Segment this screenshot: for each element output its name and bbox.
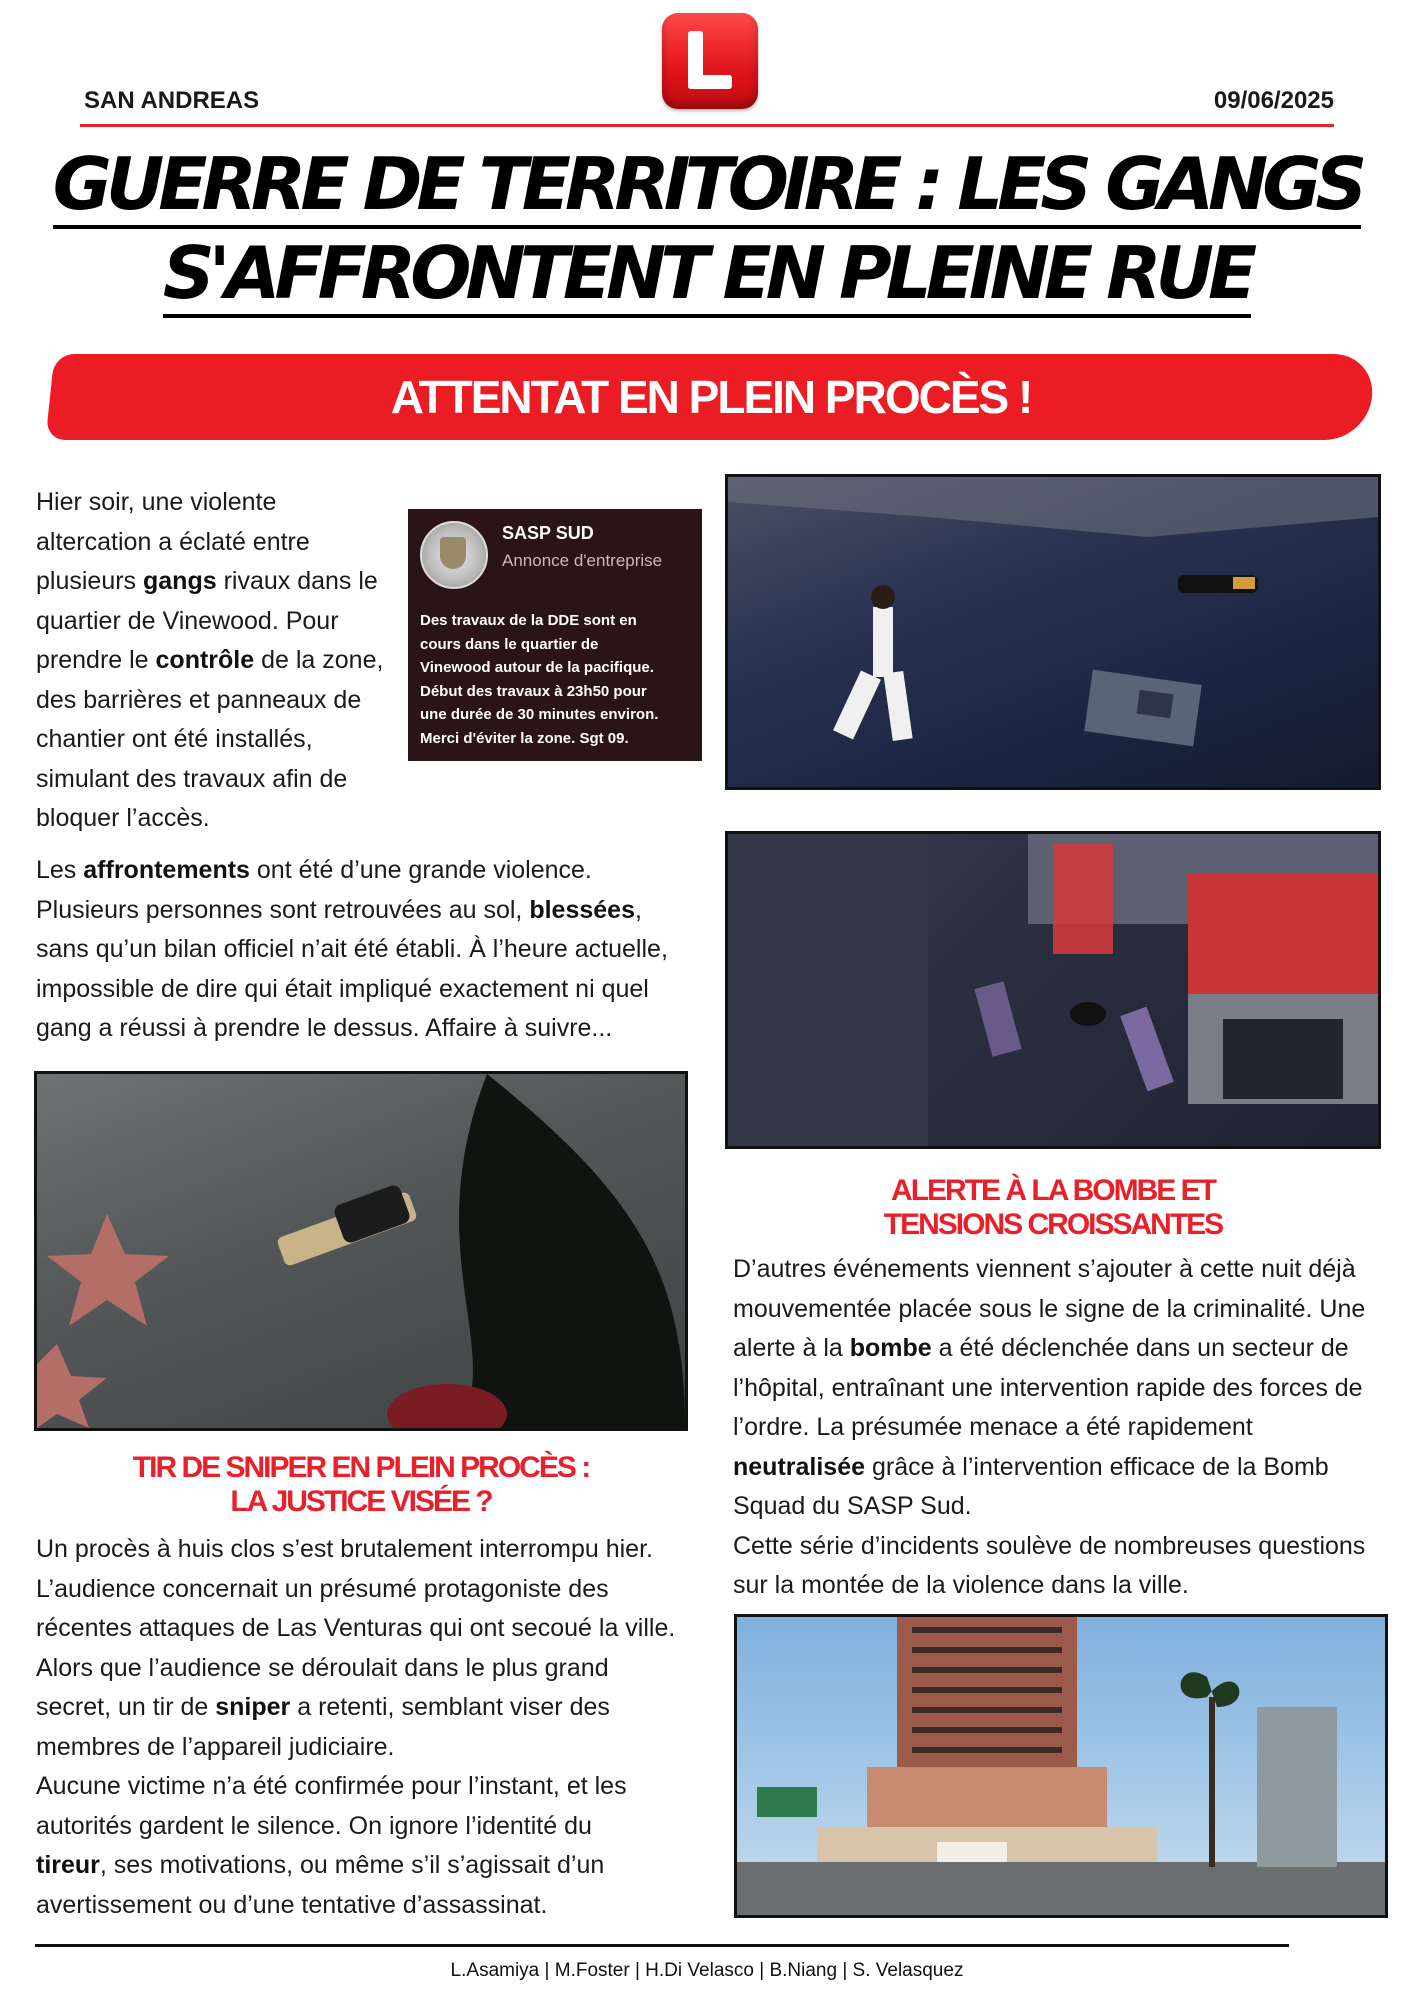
text-line: gang a réussi à prendre le dessus. Affaire à suivre... xyxy=(36,1014,613,1042)
text-line: quartier de Vinewood. Pour xyxy=(36,606,339,635)
text-line: chantier ont été installés, xyxy=(36,725,313,753)
text-line: prendre le contrôle de la zone, xyxy=(36,646,384,674)
clashes-paragraph xyxy=(36,851,688,1049)
text-line: Squad du SASP Sud. xyxy=(733,1492,972,1520)
sasp-notification xyxy=(408,509,702,761)
photo-walk-of-fame-victim xyxy=(34,1071,688,1431)
author-credits: L.Asamiya | M.Foster | H.Di Velasco | B.Niang | S. Velasquez xyxy=(450,1960,964,1981)
text-line: tireur, ses motivations, ou même s’il s’agissait d’un xyxy=(36,1851,605,1879)
text-line: Hier soir, une violente xyxy=(36,488,277,516)
text-line: D’autres événements viennent s’ajouter à cette nuit déjà xyxy=(733,1255,1356,1283)
bomb-paragraph xyxy=(733,1250,1381,1606)
text-line: sans qu’un bilan officiel n’ait été établi. À l’heure actuelle, xyxy=(36,935,668,963)
text-line: Alors que l’audience se déroulait dans le plus grand xyxy=(36,1653,609,1682)
text-line: simulant des travaux afin de xyxy=(36,764,348,793)
text-line: secret, un tir de sniper a retenti, semblant viser des xyxy=(36,1693,610,1721)
notification-title: SASP SUD xyxy=(502,523,594,543)
subtitle-banner: ATTENTAT EN PLEIN PROCÈS ! xyxy=(390,371,1032,423)
text-line: récentes attaques de Las Venturas qui ont secoué la ville. xyxy=(36,1614,676,1642)
text-line: plusieurs gangs rivaux dans le xyxy=(36,567,378,595)
footer-divider xyxy=(35,1944,1289,1947)
notification-body: Des travaux de la DDE sont en cours dans le quartier de Vinewood autour de la pacifique. Début des travaux à 23h50 pour une durée de 30 minutes environ. Merci d'éviter la zone. Sgt 09. xyxy=(420,612,659,747)
text-line: Un procès à huis clos s’est brutalement interrompu hier. xyxy=(36,1535,653,1563)
text-line: des barrières et panneaux de xyxy=(36,685,362,714)
text-line: impossible de dire qui était impliqué exactement ni quel xyxy=(36,974,649,1003)
headline-line-1: GUERRE DE TERRITOIRE : LES GANGS xyxy=(53,143,1362,229)
notification-subtitle: Annonce d'entreprise xyxy=(502,551,663,570)
issue-date: 09/06/2025 xyxy=(1213,87,1334,114)
text-line: altercation a éclaté entre xyxy=(36,527,310,556)
text-line: Cette série d’incidents soulève de nombreuses questions xyxy=(733,1531,1366,1560)
text-line: l’ordre. La présumée menace a été rapidement xyxy=(733,1413,1253,1441)
sniper-paragraph xyxy=(36,1530,688,1925)
text-line: membres de l’appareil judiciaire. xyxy=(36,1732,395,1761)
police-badge-icon xyxy=(420,521,488,589)
text-line: L’audience concernait un présumé protagoniste des xyxy=(36,1574,609,1603)
photo-street-shooting xyxy=(725,474,1381,790)
text-line: neutralisée grâce à l’intervention efficace de la Bomb xyxy=(733,1452,1329,1481)
sniper-section-heading: TIR DE SNIPER EN PLEIN PROCÈS : LA JUSTICE VISÉE ? xyxy=(132,1451,590,1518)
intro-paragraph xyxy=(36,483,391,839)
text-line: alerte à la bombe a été déclenchée dans un secteur de xyxy=(733,1334,1349,1362)
header-divider xyxy=(80,124,1334,127)
text-line: mouvementée placée sous le signe de la criminalité. Une xyxy=(733,1294,1366,1323)
text-line: l’hôpital, entraînant une intervention rapide des forces de xyxy=(733,1373,1363,1402)
text-line: Aucune victime n’a été confirmée pour l’instant, et les xyxy=(36,1772,627,1800)
text-line: avertissement ou d’une tentative d’assassinat. xyxy=(36,1890,548,1919)
page-title xyxy=(40,140,1374,318)
headline-line-2: S'AFFRONTENT EN PLEINE RUE xyxy=(163,232,1251,318)
text-line: bloquer l’accès. xyxy=(36,804,210,832)
text-line: Plusieurs personnes sont retrouvées au sol, blessées, xyxy=(36,895,642,924)
text-line: sur la montée de la violence dans la ville. xyxy=(733,1571,1189,1599)
bomb-section-heading: ALERTE À LA BOMBE ET TENSIONS CROISSANTES xyxy=(883,1174,1223,1241)
location-label: SAN ANDREAS xyxy=(84,87,260,114)
text-line: Les affrontements ont été d’une grande violence. xyxy=(36,856,592,884)
text-line: autorités gardent le silence. On ignore l’identité du xyxy=(36,1811,592,1840)
photo-hospital xyxy=(734,1614,1388,1918)
photo-building-victims xyxy=(725,831,1381,1149)
red-l-logo-icon xyxy=(662,13,758,109)
